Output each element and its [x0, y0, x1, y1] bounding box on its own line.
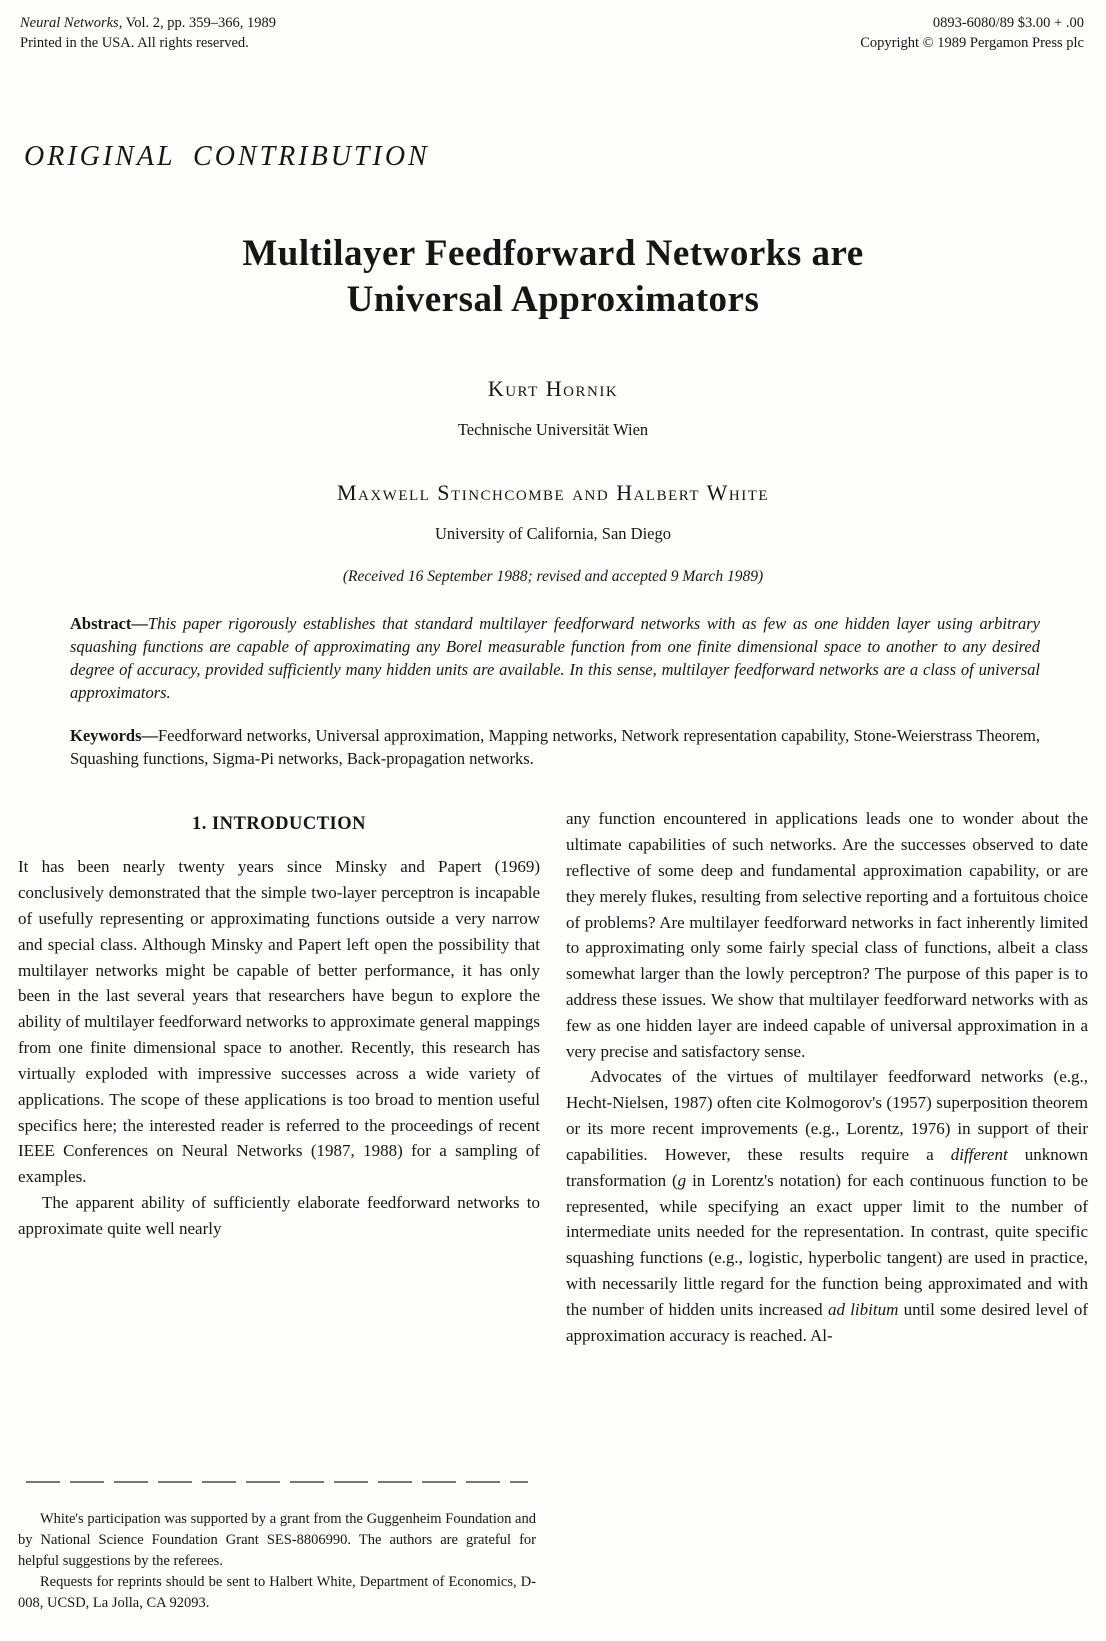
issn-price-line: 0893-6080/89 $3.00 + .00 — [932, 15, 1084, 31]
section-heading-introduction: 1. INTRODUCTION — [191, 814, 367, 835]
body-paragraph: any function encountered in applications leads one to wonder about the ultimate capabilities of such networks. Are the successes observed to date reflective of some deep and fundamental approximation capability, or are they merely flukes, resulting from selective reporting and a fortuitous choice of problems? Are multilayer feedforward networks in fact inherently limited to approximating only some fairly special class of functions, albeit a class somewhat larger than the lowly perceptron? The purpose of this paper is to address these issues. We show that multilayer feedforward networks with as few as one hidden layer are indeed capable of universal approximation in a very precise and satisfactory sense. — [566, 809, 1088, 1061]
two-column-body — [18, 804, 1088, 1614]
abstract-paragraph: Abstract—This paper rigorously establishes that standard multilayer feedforward networks with as few as one hidden layer using arbitrary squashing functions are capable of approximating any Borel measurable function from one finite dimensional space to another to any desired degree of accuracy, provided sufficiently many hidden units are available. In this sense, multilayer feedforward networks are a class of universal approximators. — [70, 613, 1040, 702]
keywords-paragraph: Keywords—Feedforward networks, Universal approximation, Mapping networks, Network representation capability, Stone-Weierstrass Theorem, Squashing functions, Sigma-Pi networks, Back-propagation networks. — [70, 726, 1040, 769]
author-affiliation-ucsd: University of California, San Diego — [435, 523, 671, 543]
footnote-acknowledgment: White's participation was supported by a grant from the Guggenheim Foundation and by National Science Foundation Grant SES-8806990. The authors are grateful for helpful suggestions by the referees. — [18, 1511, 536, 1570]
masthead-right — [860, 14, 1084, 53]
article-type-rubric: ORIGINAL CONTRIBUTION — [24, 141, 430, 173]
journal-citation-line: Neural Networks, Vol. 2, pp. 359–366, 1989 — [20, 15, 277, 31]
footnote-block — [18, 1481, 536, 1614]
author-affiliation-hornik: Technische Universität Wien — [457, 419, 649, 439]
author-name-hornik: Kurt Hornik — [487, 375, 619, 401]
printed-in-line: Printed in the USA. All rights reserved. — [20, 34, 249, 51]
copyright-line: Copyright © 1989 Pergamon Press plc — [860, 34, 1084, 51]
paper-title — [0, 231, 1106, 324]
body-paragraph: It has been nearly twenty years since Minsky and Papert (1969) conclusively demonstrated that the simple two-layer perceptron is incapable of usefully representing or approximating functions outside a very narrow and special class. Although Minsky and Papert left open the possibility that multilayer networks might be capable of better performance, it has only been in the last several years that researchers have begun to explore the ability of multilayer feedforward networks to approximate general mappings from one finite dimensional space to another. Recently, this research has virtually exploded with impressive successes across a wide variety of applications. The scope of these applications is too broad to mention useful specifics here; the interested reader is referred to the proceedings of recent IEEE Conferences on Neural Networks (1987, 1988) for a sampling of examples. — [18, 857, 540, 1187]
paper-title-line1: Multilayer Feedforward Networks are — [242, 233, 864, 275]
right-column — [566, 804, 1088, 1614]
masthead-left — [20, 14, 276, 53]
received-revised-line: (Received 16 September 1988; revised and accepted 9 March 1989) — [342, 567, 764, 585]
footnote-rule — [26, 1481, 528, 1483]
paper-title-line2: Universal Approximators — [346, 279, 760, 321]
footnote-reprint-requests: Requests for reprints should be sent to Halbert White, Department of Economics, D-008, UCSD, La Jolla, CA 92093. — [18, 1574, 536, 1612]
journal-masthead — [0, 0, 1106, 53]
body-paragraph: The apparent ability of sufficiently elaborate feedforward networks to approximate quite well nearly — [18, 1193, 540, 1238]
left-column — [18, 804, 540, 1614]
author-names-stinchcombe-white: Maxwell Stinchcombe and Halbert White — [336, 479, 770, 505]
body-paragraph: Advocates of the virtues of multilayer feedforward networks (e.g., Hecht-Nielsen, 1987) often cite Kolmogorov's (1957) superposition theorem or its more recent improvements (e.g., Lorentz, 1976) in support of their capabilities. However, these results require a different unknown transformation (g in Lorentz's notation) for each continuous function to be represented, while specifying an exact upper limit to the number of intermediate units needed for the representation. In contrast, quite specific squashing functions (e.g., logistic, hyperbolic tangent) are used in practice, with necessarily little regard for the function being approximated and with the number of hidden units increased ad libitum until some desired level of approximation accuracy is reached. Al- — [566, 1067, 1089, 1345]
